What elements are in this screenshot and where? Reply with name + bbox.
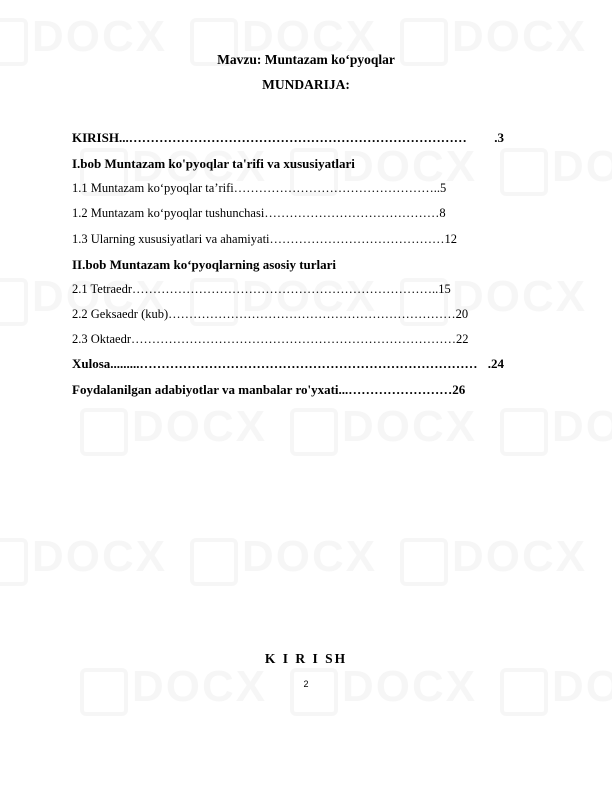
watermark-logo-icon <box>0 278 28 326</box>
toc-leader: …………………………………………………………… <box>168 307 456 321</box>
toc-page: 15 <box>438 282 451 296</box>
toc-chapter-1[interactable] <box>72 156 504 172</box>
watermark-text <box>552 142 612 192</box>
toc-page: .3 <box>494 130 504 145</box>
toc-chapter-2[interactable] <box>72 257 504 273</box>
toc-label: II.bob Muntazam ko‘pyoqlarning asosiy turlari <box>72 257 337 272</box>
toc-leader: ………………………………………….. <box>233 181 441 195</box>
toc-label: Foydalanilgan adabiyotlar va manbalar ro'yxati... <box>72 382 349 397</box>
section-heading-kirish: K I R I SH <box>264 651 348 666</box>
toc-leader: …………………………………………………………………… <box>139 356 478 371</box>
toc-page: 8 <box>439 206 446 220</box>
watermark-text <box>242 532 377 582</box>
contents-title: MUNDARIJA: <box>262 77 350 92</box>
watermark-text <box>342 402 477 452</box>
toc-label: 2.2 Geksaedr (kub) <box>72 307 169 321</box>
toc-page: 12 <box>444 232 458 246</box>
toc-page: 26 <box>452 382 466 397</box>
document-topic: Mavzu: Muntazam ko‘pyoqlar <box>217 52 395 67</box>
toc-label: 2.1 Tetraedr <box>72 282 132 296</box>
watermark-logo-icon <box>0 538 28 586</box>
toc-label: KIRISH... <box>72 130 129 145</box>
watermark-text <box>32 532 167 582</box>
toc-label: 1.2 Muntazam ko‘pyoqlar tushunchasi <box>72 206 265 220</box>
watermark-logo-icon <box>190 538 238 586</box>
toc-label: Xulosa......... <box>72 356 140 371</box>
toc-leader: ……………………………………………………………….. <box>131 282 439 296</box>
watermark-text <box>552 402 612 452</box>
watermark-logo-icon <box>500 668 548 716</box>
toc-entry-2-3[interactable] <box>72 332 504 347</box>
toc-leader: …………………………………………………………………… <box>128 130 467 145</box>
toc-label: I.bob Muntazam ko'pyoqlar ta'rifi va xususiyatlari <box>72 156 355 171</box>
toc-label: 1.1 Muntazam ko‘pyoqlar ta’rifi <box>72 181 234 195</box>
watermark-logo-icon <box>80 668 128 716</box>
watermark-logo-icon <box>400 538 448 586</box>
watermark-logo-icon <box>80 408 128 456</box>
toc-leader: …………………………………… <box>269 232 445 246</box>
toc-entry-references[interactable] <box>72 382 504 398</box>
page-number: 2 <box>303 679 309 689</box>
watermark-logo-icon <box>290 408 338 456</box>
toc-page: 22 <box>456 332 469 346</box>
watermark-logo-icon <box>500 408 548 456</box>
toc-page: .24 <box>487 356 504 371</box>
toc-entry-conclusion[interactable] <box>72 356 504 372</box>
toc-entry-2-1[interactable] <box>72 282 504 297</box>
watermark-text <box>132 402 267 452</box>
toc-leader: …………………………………… <box>264 206 440 220</box>
watermark-logo-icon <box>290 668 338 716</box>
toc-leader: …………………………………………………………………… <box>131 332 457 346</box>
toc-entry-1-3[interactable] <box>72 232 504 247</box>
toc-entry-1-1[interactable] <box>72 181 504 196</box>
watermark-logo-icon <box>500 148 548 196</box>
watermark-text <box>452 532 587 582</box>
toc-page: 5 <box>440 181 447 195</box>
toc-entry-2-2[interactable] <box>72 307 504 322</box>
toc-entry-intro[interactable] <box>72 130 504 146</box>
toc-label: 2.3 Oktaedr <box>72 332 132 346</box>
toc-leader: …………………… <box>348 382 453 397</box>
toc-entry-1-2[interactable] <box>72 206 504 221</box>
toc-page: 20 <box>455 307 469 321</box>
toc-label: 1.3 Ularning xususiyatlari va ahamiyati <box>72 232 270 246</box>
